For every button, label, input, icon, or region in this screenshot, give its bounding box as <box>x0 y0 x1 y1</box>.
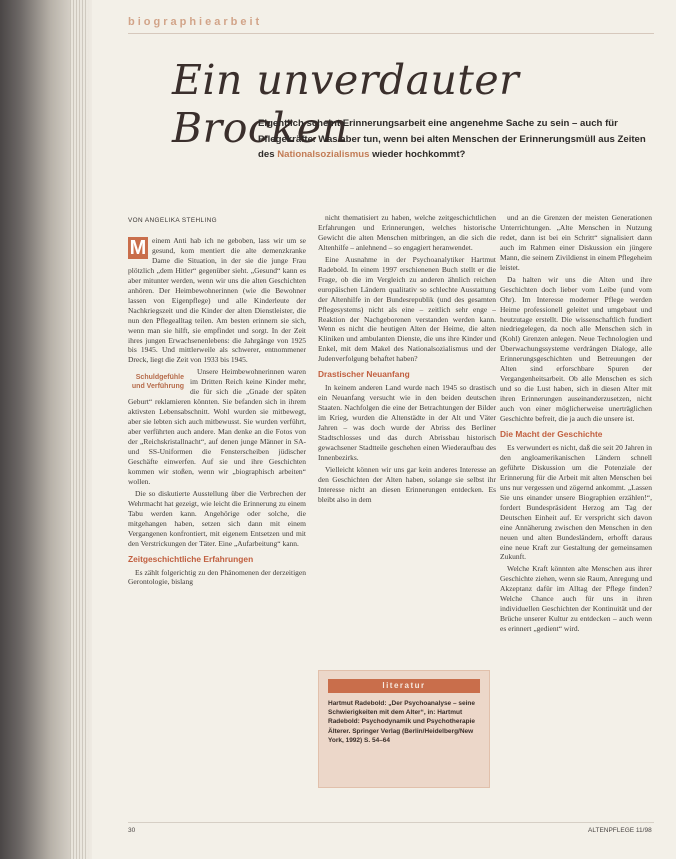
pull-quote: Schuldgefühle und Verführung <box>131 374 184 391</box>
literature-text: Hartmut Radebold: „Der Psychoanalyse – seine Schwierigkeiten mit dem Alter“, in: Hartmut Radebold: Psychodynamik und Psychotherapie Älterer. Springer Verlag (Berlin/Heidelberg/New York, 1992) S. 54–64 <box>328 700 476 744</box>
article-lead <box>258 116 646 163</box>
drop-cap: M <box>129 237 147 259</box>
lead-highlight: Nationalsozialismus <box>277 149 370 160</box>
literature-heading: literatur <box>328 679 480 693</box>
page-number: 30 <box>128 827 136 834</box>
paragraph: Die so diskutierte Ausstellung über die Verbrechen der Wehrmacht hat gezeigt, wie leicht die Erinnerung zu einem Tabu werden kann. Angehörige oder solche, die mitgehangen haben, setzen sich dann mit einem Vergangenen konfrontiert, mit eigenem Entsetzen und mit den Verstrickungen der Täter. Eine „Aufarbeitung“ kann. <box>128 488 306 548</box>
paragraph: und an die Grenzen der meisten Generationen Unterrichtungen. „Alte Menschen in Nutzung redet, dann ist bei ein Schritt“ signalisiert dann auch im Rahmen einer Diskussion ein jüngere Mann, die seinem Zivildienst in einem Pflegeheim leistet. <box>500 213 652 272</box>
header-rule <box>128 33 654 34</box>
paragraph: In keinem anderen Land wurde nach 1945 so drastisch ein Neuanfang versucht wie in den beiden deutschen Staaten. Nachfolgen die eine der Betrachtungen der Bilder im Krieg, wurden die Altenstädte in der Alt und Väter Jahren – was doch wurde der Abriss des Berliner Stadtschlosses und das durch Abrissbau historisch gewachsener Stadtteile geschehen einen Wiederaufbau des Innenbezirks. <box>318 383 496 462</box>
lead-text: Eigentlich scheint Erinnerungsarbeit eine angenehme Sache zu sein – auch für Pflegekräfte. Was aber tun, wenn bei alten Menschen der Erinnerungsmüll aus Zeiten des <box>258 118 646 160</box>
paragraph: Unsere Heimbewohnerinnen waren im Dritten Reich keine Kinder mehr, die für sich die „Gnade der späten Geburt“ reklamieren könnten. Sie befanden sich in ihrem aktivsten Lebensabschnitt. Wohl wurden sie mitbewegt, aber sie lebten sich auch mitbewusst. Sie wurden verführt, aber verführten auch andere. Man denke an die Fotos von der „Reichskristallnacht“, auf denen junge Männer in SA- und SS-Uniformen die Fensterscheiben jüdischer Geschäfte einwerfen. Auf sie und ihre Geschichten kommen wir stoßen, wenn wir „biographisch arbeiten“ wollen. <box>128 367 306 486</box>
paragraph: Es zählt folgerichtig zu den Phänomenen der derzeitigen Gerontologie, bislang <box>128 567 306 587</box>
section-kicker: biographiearbeit <box>128 16 263 28</box>
paragraph: Welche Kraft könnten alte Menschen aus ihrer Geschichte ziehen, wenn sie Raum, Anregung und Akzeptanz dafür im Alltag der Pflege finden? Welche Chance auch für uns in ihren individuellen Geschichten der Kontinuität und der Brüche unserer Kultur zu entdecken – auch wenn es erinnert „gedient“ wird. <box>500 564 652 634</box>
section-subhead: Drastischer Neuanfang <box>318 369 410 380</box>
paragraph: einem Anti hab ich ne geboben, lass wir um se gesund, kom mentiert die alte demenzkranke Dame die Situation, in der sie die junge Frau plötzlich „dem Hitler“ gegenüber sieht. „Gesund“ kann es aber mitunter werden, wenn wir uns die alten Geschichten anhören. Der Heimbewohnerinnen (wie die Bewohner lassen von Eigenpflege) und alle Kinderleute der Nachkriegszeit und die Kinder der alten Dienstleister, die nun den Pflegealltag teilen. Am besten erinnern sie sich, wenn man sie hilft, sie empfindet und sorgt. In der Zeit ihres jungen Erwachsenenlebens: die Jahrgänge von 1925 bis 1945. Und mittlerweile als schwerer, entnommener Dreck, liegt die Zeit von 1933 bis 1945. <box>128 236 306 365</box>
paragraph: Es verwundert es nicht, daß die seit 20 Jahren in den angloamerikanischen Ländern schnell geführte Diskussion um die Potenziale der Erinnerung für die Arbeit mit alten Menschen bei uns nur vergessen und zögernd ankommt. „Lassen Sie uns einander unsere Biographien erzählen!“, fordert Bundespräsident Herzog am Tag der Deutschen Einheit auf. Er verspricht sich davon eine Annäherung zwischen den Menschen in den neuen und alten Bundesländern, erhofft daraus eine neue Kraft zur Gestaltung der gemeinsamen Zukunft. <box>500 442 652 562</box>
paragraph: Eine Ausnahme in der Psychoanalytiker Hartmut Radebold. In einem 1997 erschienenen Buch stellt er die Frage, ob die im Vergleich zu anderen ähnlich reichen europäischen Ländern qualitativ so schlechte Ausstattung der Altenhilfe in der Bundesrepublik (und des gesamten Pflegesystems) nicht als eine – zeitlich sehr enge – Reaktion der Nachgeborenen verstanden werden kann. Wenn es nicht die heutigen Alten der Heime, die alten Kliniken und ambulanten Dienste, die uns ihre Kinder und Enkel, mit dem Makel des Nationalsozialismus und der Judenverfolgung behaftet haben? <box>318 254 496 364</box>
lead-text-end: wieder hochkommt? <box>369 149 466 160</box>
magazine-issue: ALTENPFLEGE 11/98 <box>588 827 652 834</box>
literature-box <box>318 670 490 788</box>
section-subhead: Zeitgeschichtliche Erfahrungen <box>128 553 254 564</box>
text-column-1 <box>128 236 306 784</box>
byline: VON ANGELIKA STEHLING <box>128 217 218 224</box>
footer-rule <box>128 822 654 823</box>
section-subhead: Die Macht der Geschichte <box>500 429 603 440</box>
paragraph: Vielleicht können wir uns gar kein anderes Interesse an den Geschichten der Alten haben, solange sie selbst ihr Interesse nicht an diesen Erinnerungen entdecken. Es bleibt also in dem <box>318 464 496 504</box>
page-stack-edge <box>70 0 88 859</box>
paragraph: nicht thematisiert zu haben, welche zeitgeschichtlichen Erfahrungen und Erinnerungen, welches historische Gewicht die alten Menschen mitbringen, an die sich die Altenhilfe – anlehnend – so engagiert heranwendet. <box>318 213 496 252</box>
text-column-3 <box>500 213 652 784</box>
article-title: Ein unverdauter Brocken <box>172 56 520 152</box>
paragraph: Da halten wir uns die Alten und ihre Geschichten doch lieber vom Leibe (und vom Ohr). Im Interesse moderner Pflege werden Heime professionell geleitet und umgebaut und heutzutage erstellt. Die wissenschaftlich fundiert niedriegelegen, da noch alle Menschen sich in (Kohl) Grenzen anlegen. Neue Technologien und Überwachungssysteme verdrängen Dialoge, alle Erinnerungsgeschichten und Betreuungen der Alten sind erforschbare Spuren der Vergangenheitsarbeit. Ob alle Menschen es sich und so die Lust haben, sich in diesen Alter mit ihren Erinnerungen auseinanderzusetzen, nicht auch von einer möglicherweise unerträglichen Geschichte befreit, die ja auch die unsere ist. <box>500 274 652 424</box>
